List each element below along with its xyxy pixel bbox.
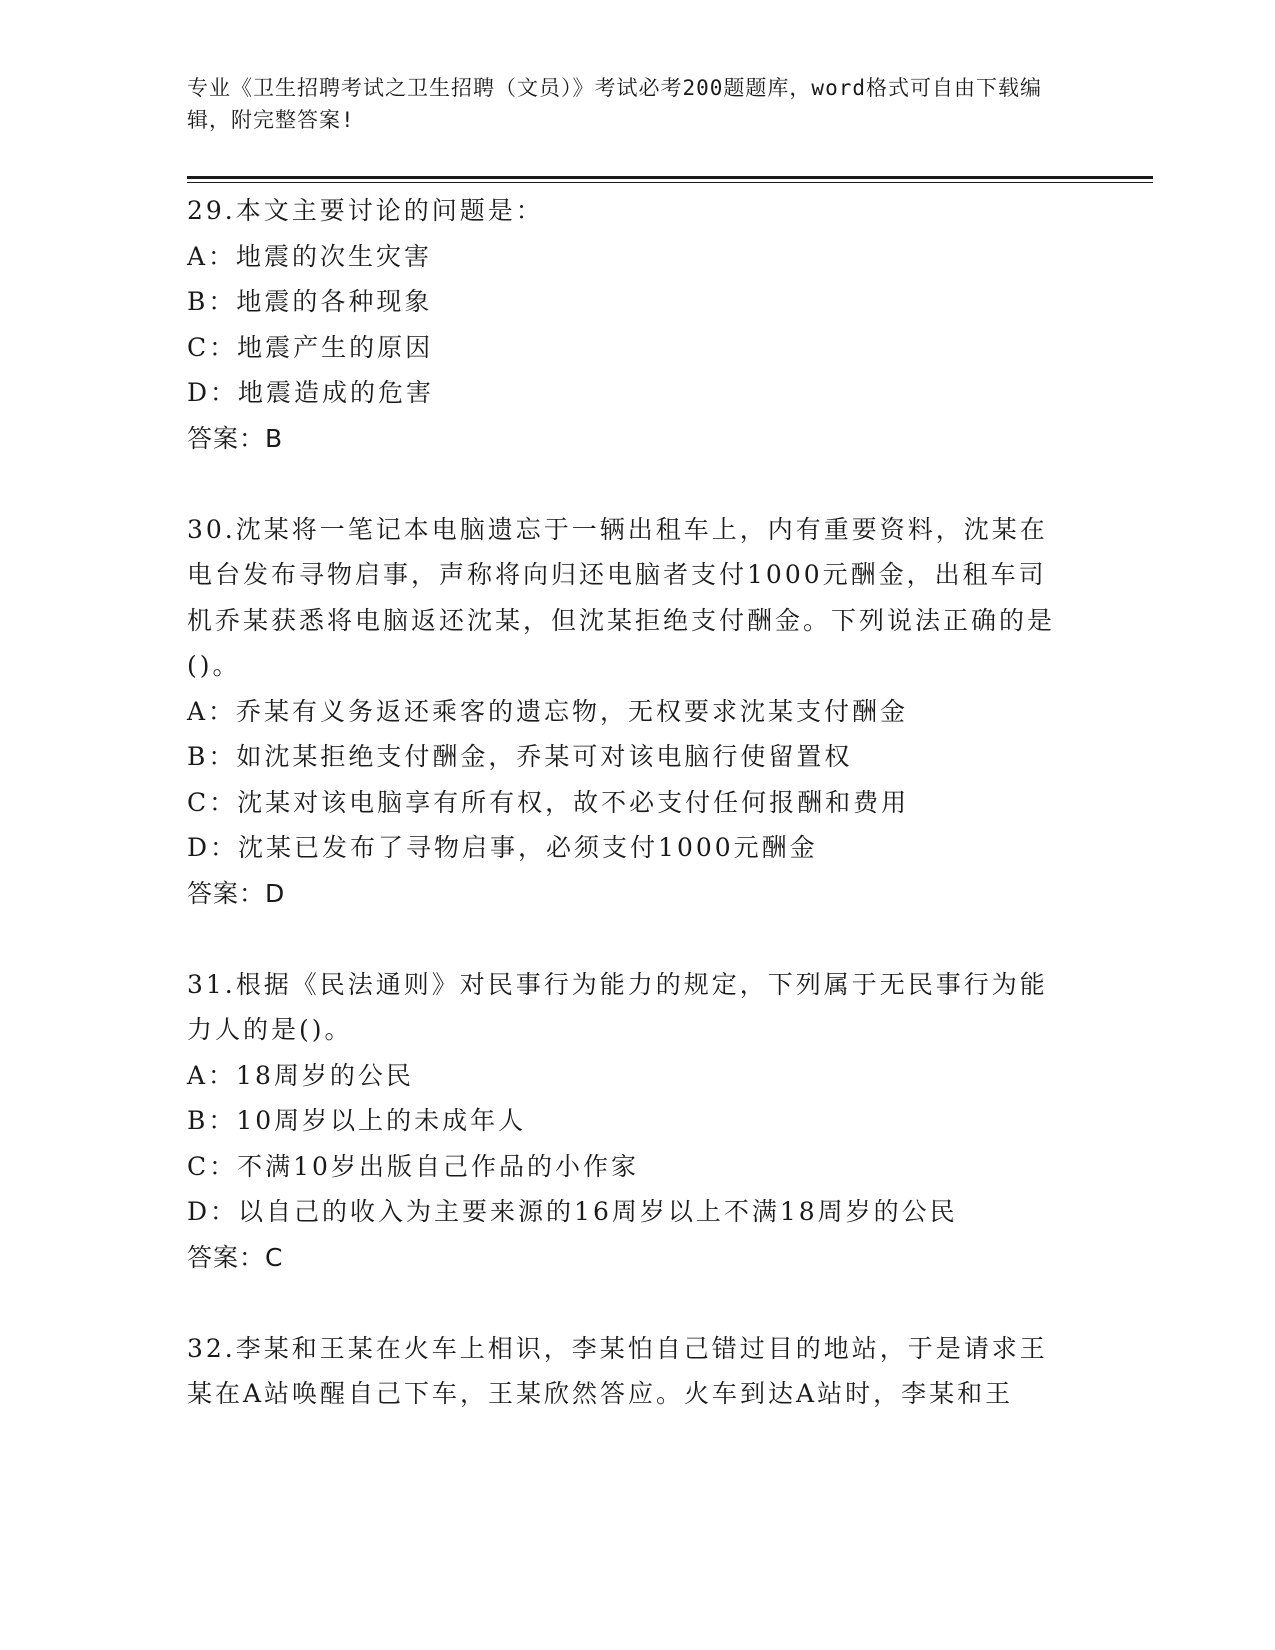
answer-line: 答案：B [187, 423, 284, 453]
answer-line: 答案：C [187, 1242, 284, 1272]
question-spacer [187, 916, 1067, 962]
question-32 [187, 1326, 1067, 1417]
option-d: D：以自己的收入为主要来源的16周岁以上不满18周岁的公民 [187, 1197, 958, 1226]
document-header: 专业《卫生招聘考试之卫生招聘（文员）》考试必考200题题库，word格式可自由下载编辑，附完整答案! [187, 76, 1042, 132]
option-c: C：地震产生的原因 [187, 332, 434, 362]
option-c: C：沈某对该电脑享有所有权，故不必支付任何报酬和费用 [187, 787, 910, 817]
option-d: D：地震造成的危害 [187, 378, 435, 407]
question-spacer [187, 461, 1067, 507]
answer-line: 答案：D [187, 878, 286, 908]
header-divider-thin [187, 182, 1153, 183]
option-a: A：乔某有义务返还乘客的遗忘物，无权要求沈某支付酬金 [187, 696, 909, 726]
question-spacer [187, 1280, 1067, 1326]
header-divider-thick [187, 176, 1153, 179]
option-b: B：地震的各种现象 [187, 287, 433, 316]
option-b: B：10周岁以上的未成年人 [187, 1106, 527, 1135]
question-30 [187, 507, 1067, 917]
option-a: A：地震的次生灾害 [187, 241, 433, 271]
option-c: C：不满10岁出版自己作品的小作家 [187, 1151, 639, 1181]
question-text: 31.根据《民法通则》对民事行为能力的规定，下列属于无民事行为能力人的是()。 [187, 969, 1048, 1044]
question-list [187, 188, 1067, 1417]
option-d: D：沈某已发布了寻物启事，必须支付1000元酬金 [187, 833, 818, 862]
question-text: 29.本文主要讨论的问题是： [187, 196, 544, 225]
question-29 [187, 188, 1067, 461]
option-b: B：如沈某拒绝支付酬金，乔某可对该电脑行使留置权 [187, 742, 853, 771]
option-a: A：18周岁的公民 [187, 1060, 414, 1090]
question-text: 30.沈某将一笔记本电脑遗忘于一辆出租车上，内有重要资料，沈某在电台发布寻物启事，声称将向归还电脑者支付1000元酬金，出租车司机乔某获悉将电脑返还沈某，但沈某拒绝支付酬金。下列说法正确的是()。 [187, 514, 1056, 680]
question-31 [187, 962, 1067, 1281]
question-text: 32.李某和王某在火车上相识，李某怕自己错过目的地站，于是请求王某在A站唤醒自己下车，王某欣然答应。火车到达A站时，李某和王 [187, 1333, 1048, 1408]
